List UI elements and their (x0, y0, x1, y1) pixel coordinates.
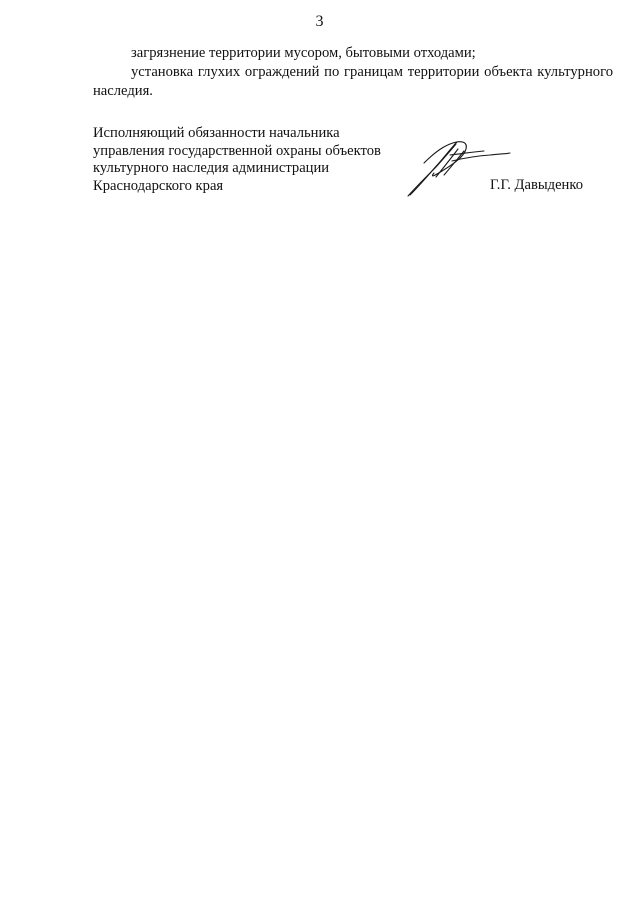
signer-name: Г.Г. Давыденко (490, 177, 584, 193)
signer-position (93, 125, 413, 195)
paragraph-pollution: загрязнение территории мусором, бытовыми отходами; (131, 45, 476, 61)
signer-position-line: Исполняющий обязанности начальника (93, 125, 340, 141)
paragraph-fences: установка глухих ограждений по границам территории объекта культурного наследия. (93, 64, 613, 99)
signer-position-line: управления государственной охраны объектов (93, 142, 381, 159)
signature-block (93, 125, 613, 205)
signer-position-line: Краснодарского края (93, 177, 224, 194)
signer-position-line: культурного наследия администрации (93, 160, 330, 176)
body-text (93, 44, 613, 101)
page-number: 3 (315, 13, 324, 30)
